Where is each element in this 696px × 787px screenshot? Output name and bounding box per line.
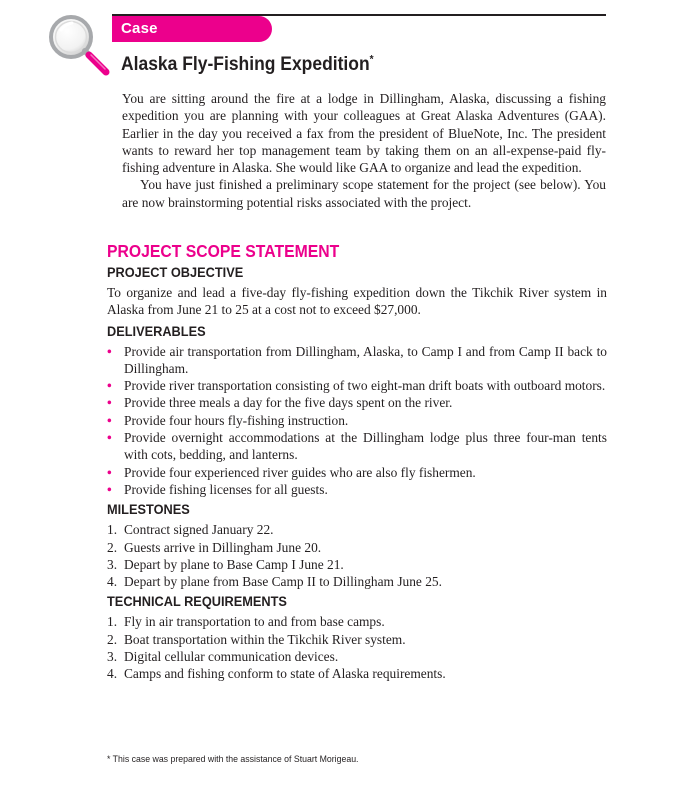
milestone-text: Contract signed January 22. bbox=[124, 522, 274, 538]
intro-paragraph-1: You are sitting around the fire at a lodge in Dillingham, Alaska, discussing a fishing expedition you are planning with your colleagues at Great Alaska Adventures (GAA). Earlier in the day you received a fax from the president of BlueNote, Inc. The president wants to reward her top management team by taking them on an all-expense-paid fly-fishing adventure in Alaska. She would like GAA to organize and lead the expedition. bbox=[122, 91, 606, 176]
deliverable-item bbox=[107, 394, 607, 411]
bullet-icon: • bbox=[107, 395, 112, 411]
case-title bbox=[121, 53, 374, 77]
technical-requirements-list bbox=[107, 613, 607, 682]
milestone-number: 4. bbox=[107, 574, 118, 590]
case-tab bbox=[112, 16, 272, 42]
deliverable-text: Provide river transportation consisting of two eight-man drift boats with outboard motors. bbox=[124, 378, 606, 394]
milestone-item bbox=[107, 539, 607, 556]
deliverable-text: Provide air transportation from Dillingham, Alaska, to Camp I and from Camp II back to Dillingham. bbox=[124, 343, 607, 376]
technical-item bbox=[107, 665, 607, 682]
deliverables-list bbox=[107, 343, 607, 499]
technical-item bbox=[107, 613, 607, 630]
bullet-icon: • bbox=[107, 464, 112, 480]
milestone-item bbox=[107, 573, 607, 590]
milestone-item bbox=[107, 556, 607, 573]
milestone-number: 2. bbox=[107, 539, 118, 555]
deliverable-text: Provide four experienced river guides who are also fly fishermen. bbox=[124, 464, 476, 480]
technical-text: Boat transportation within the Tikchik River system. bbox=[124, 631, 406, 647]
deliverable-item bbox=[107, 343, 607, 378]
deliverables-heading: DELIVERABLES bbox=[107, 323, 206, 340]
milestones-heading: MILESTONES bbox=[107, 502, 190, 519]
technical-text: Camps and fishing conform to state of Alaska requirements. bbox=[124, 666, 446, 682]
deliverable-text: Provide four hours fly-fishing instruction. bbox=[124, 412, 349, 428]
bullet-icon: • bbox=[107, 481, 112, 497]
bullet-icon: • bbox=[107, 430, 112, 446]
deliverable-item bbox=[107, 429, 607, 464]
technical-text: Digital cellular communication devices. bbox=[124, 649, 339, 665]
footnote: * This case was prepared with the assistance of Stuart Morigeau. bbox=[107, 754, 359, 765]
technical-item bbox=[107, 648, 607, 665]
milestone-text: Guests arrive in Dillingham June 20. bbox=[124, 539, 322, 555]
deliverable-item bbox=[107, 481, 607, 498]
milestones-list bbox=[107, 521, 607, 590]
technical-number: 1. bbox=[107, 614, 118, 630]
bullet-icon: • bbox=[107, 412, 112, 428]
deliverable-item bbox=[107, 377, 607, 394]
milestone-item bbox=[107, 521, 607, 538]
bullet-icon: • bbox=[107, 378, 112, 394]
objective-heading: PROJECT OBJECTIVE bbox=[107, 265, 244, 281]
technical-item bbox=[107, 631, 607, 648]
deliverable-text: Provide three meals a day for the five days spent on the river. bbox=[124, 395, 453, 411]
deliverable-item bbox=[107, 464, 607, 481]
scope-statement bbox=[107, 239, 607, 683]
bullet-icon: • bbox=[107, 343, 112, 359]
milestone-number: 1. bbox=[107, 522, 118, 538]
technical-number: 2. bbox=[107, 631, 118, 647]
technical-requirements-heading: TECHNICAL REQUIREMENTS bbox=[107, 594, 287, 611]
scope-heading: PROJECT SCOPE STATEMENT bbox=[107, 241, 340, 261]
magnifying-glass-icon bbox=[44, 10, 116, 82]
intro-paragraph-2: You have just finished a preliminary scope statement for the project (see below). You are now brainstorming potential risks associated with the project. bbox=[122, 177, 606, 210]
deliverable-item bbox=[107, 412, 607, 429]
deliverable-text: Provide fishing licenses for all guests. bbox=[124, 481, 328, 497]
case-tab-label: Case bbox=[121, 20, 158, 37]
intro-section bbox=[122, 90, 606, 211]
technical-number: 4. bbox=[107, 666, 118, 682]
milestone-text: Depart by plane to Base Camp I June 21. bbox=[124, 556, 344, 572]
deliverable-text: Provide overnight accommodations at the Dillingham lodge plus three four-man tents with cots, bedding, and lanterns. bbox=[124, 430, 607, 463]
milestone-number: 3. bbox=[107, 556, 118, 572]
case-title-text: Alaska Fly-Fishing Expedition bbox=[121, 54, 370, 75]
technical-number: 3. bbox=[107, 649, 118, 665]
title-footnote-marker: * bbox=[369, 53, 374, 66]
milestone-text: Depart by plane from Base Camp II to Dillingham June 25. bbox=[124, 574, 442, 590]
objective-text: To organize and lead a five-day fly-fishing expedition down the Tikchik River system in Alaska from June 21 to 25 at a cost not to exceed $27,000. bbox=[107, 285, 607, 318]
technical-text: Fly in air transportation to and from base camps. bbox=[124, 614, 385, 630]
